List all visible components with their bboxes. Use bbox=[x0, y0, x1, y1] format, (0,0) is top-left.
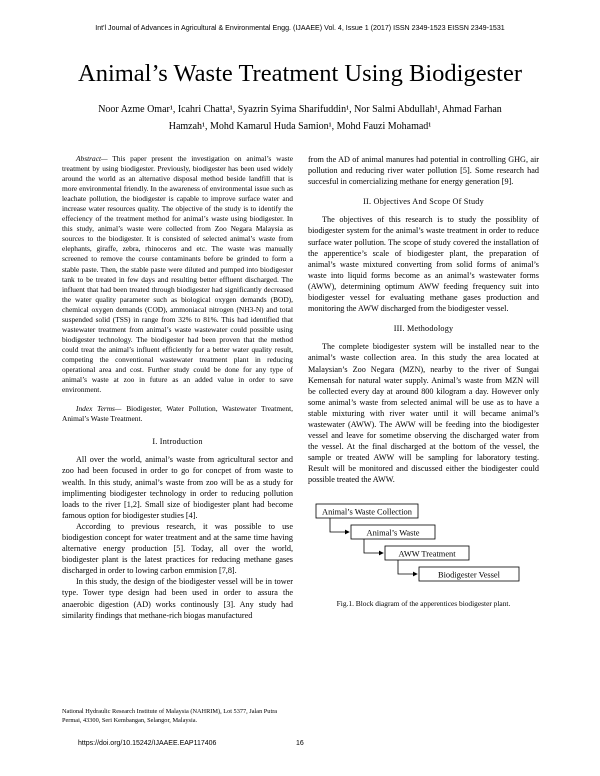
index-terms-label: Index Terms— bbox=[76, 404, 122, 414]
affiliation-footnote: National Hydraulic Research Institute of Malaysia (NAHRIM), Lot 5377, Jalan Putra Permai, 43300, Seri Kembangan, Selangor, Malaysia. bbox=[62, 708, 278, 724]
intro-paragraph-1: All over the world, animal’s waste from agricultural sector and zoo had been focused in order to go for concpet of from waste to wealth. In this study, animal’s waste from zoo will be as a study for implimenting biodigester technology in order to reducing pollution loads to the river [1,2]. Small size of biodigester plant had become famous option for biodigester studies [4]. bbox=[62, 455, 293, 520]
index-terms-text: Biodigester, Water Pollution, Wastewater Treatment, Animal’s Waste Treatment. bbox=[62, 404, 293, 424]
methodology-paragraph: The complete biodigester system will be installed near to the animal’s waste collection area. In this study the area located at Malaysian’s Zoo Negara (MZN), nearby to the river of Sungai Kemensah for natural water supply. Animal’s waste from MZN will be collected every day at around 800 kilogram a day. However only some animal’s waste from selected animal will be use as to have a stable mixturing with river water until it will became animal’s wastewater (AWW). The AWW will be feeding into the biodigester vessel and leave for sometime observing the discharged water from the vessel. At the final discharged at the bottom of the vessel, the sample or treated AWW will be sampling for laboratory testing. Result will be monitored and discussed either the biodigester could possible treated the AWW. bbox=[308, 342, 539, 485]
author-line-1: Noor Azme Omar¹, Icahri Chatta¹, Syazrin Syima Sharifuddin¹, Nor Salmi Abdullah¹, Ahmad Farhan bbox=[98, 104, 502, 115]
doi-link[interactable]: https://doi.org/10.15242/IJAAEE.EAP117406 bbox=[78, 740, 217, 747]
index-terms bbox=[62, 404, 293, 424]
figure-caption: Fig.1. Block diagram of the apperentices biodigester plant. bbox=[336, 598, 511, 608]
left-column bbox=[62, 154, 293, 621]
journal-header: Int'l Journal of Advances in Agricultural & Environmental Engg. (IJAAEE) Vol. 4, Issue 1 (2017) ISSN 2349-1523 EISSN 2349-1531 bbox=[95, 24, 505, 32]
intro-paragraph-2: According to previous research, it was possible to use biodigestion concept for water treatment and at the same time having alternative energy production [5]. Today, all over the world, biodigester plant is the latest practices for reducing methane gases discharged in order to lowing carbon emmision [7,8]. bbox=[62, 521, 293, 576]
author-list bbox=[70, 101, 530, 135]
block-diagram bbox=[308, 502, 539, 620]
diagram-arrow-1 bbox=[330, 518, 349, 532]
section-heading-introduction: I. Introduction bbox=[152, 437, 203, 447]
abstract-label: Abstract— bbox=[76, 154, 108, 163]
diagram-box-4-label: Biodigester Vessel bbox=[438, 570, 500, 580]
section-heading-methodology: III. Methodology bbox=[393, 324, 454, 334]
objectives-paragraph: The objectives of this research is to study the possiblity of biodigester system for the animal’s waste treatment in order to reduce surface water pollution. The scope of study covered the installation of the apperentice’s scale of biodigester plant, the preparation of animal’s waste mixtured converting from solid forms of animal’s waste into liquid forms become as an animal’s wastewater forms (AWW), determining optimum AWW feeding frequency suit into biodigester vessel for evaluating methane gases production and monitoring the AWW discharged from the biodigester vessel. bbox=[308, 215, 539, 314]
page-number: 16 bbox=[296, 740, 304, 747]
diagram-arrow-3 bbox=[398, 560, 417, 574]
section-heading-objectives: II. Objectives And Scope Of Study bbox=[363, 197, 484, 207]
author-line-2: Hamzah¹, Mohd Kamarul Huda Samion¹, Mohd Fauzi Mohamad¹ bbox=[168, 121, 432, 132]
diagram-arrow-2 bbox=[364, 539, 383, 553]
diagram-box-1-label: Animal’s Waste Collection bbox=[322, 507, 412, 517]
right-column bbox=[308, 154, 539, 620]
intro-paragraph-continued: from the AD of animal manures had potential in controlling GHG, air pollution and reducing river water pollution [5]. Some research had succesful in comercializing methane for energy generation [9]. bbox=[308, 155, 539, 187]
diagram-box-2-label: Animal’s Waste bbox=[366, 528, 420, 538]
abstract-text: This paper present the investigation on animal’s waste treatment by using biodigester. Previously, biodigester has been used widely around the world as an alternative disposal method beside landfill that is more environmental friendly. In the awareness of environmental issue such as leachate pollution, the biodigester is capable to improve surface water and increase water resources quality. The objective of the study is to identify the effeciency of the treatment method for animal’s waste using biodigester. In this study, animal’s waste were collected from Zoo Negara Malaysia as sources to the biodigester. It is consisted of selected animal’s waste from elephants, giraffe, zebra, rhinoceros and etc. The waste was manually screened to remove the course contaminants before be grinded to form a stable paste. Then, the stable paste were diluted and pumped into biodigester tank to be treated in few days and resulting better effluent discharged. The influent that had been treated through biodigester had significantly decreased the water quality parameter such as biological oxygen demands (BOD), chemical oxygen demands (COD), ammoniacal nitrogen (NH3-N) and total suspended solid (TSS) in range from 32% to 81%. This had identified that wastewater treatment from animal’s waste wastewater could possible using biodigester technology. The biodigester had been proven that the method could treat the animal’s influent efficiently for a better water quality result, competing the conventional wastewater treatment plant in reducing operational area and cost. Further study could be done for any type of animal’s waste at zoo in future as an added value in order to save environment. bbox=[62, 154, 293, 395]
abstract bbox=[62, 154, 293, 395]
paper-title: Animal’s Waste Treatment Using Biodigester bbox=[78, 60, 522, 87]
intro-paragraph-3: In this study, the design of the biodigester vessel will be in tower type. Tower type design had been used in order to assura the anaerobic digestion (AD) works continously [3]. Any study had similarity findings that methane-rich biogas manufactured bbox=[62, 577, 293, 620]
diagram-box-3-label: AWW Treatment bbox=[398, 549, 456, 559]
